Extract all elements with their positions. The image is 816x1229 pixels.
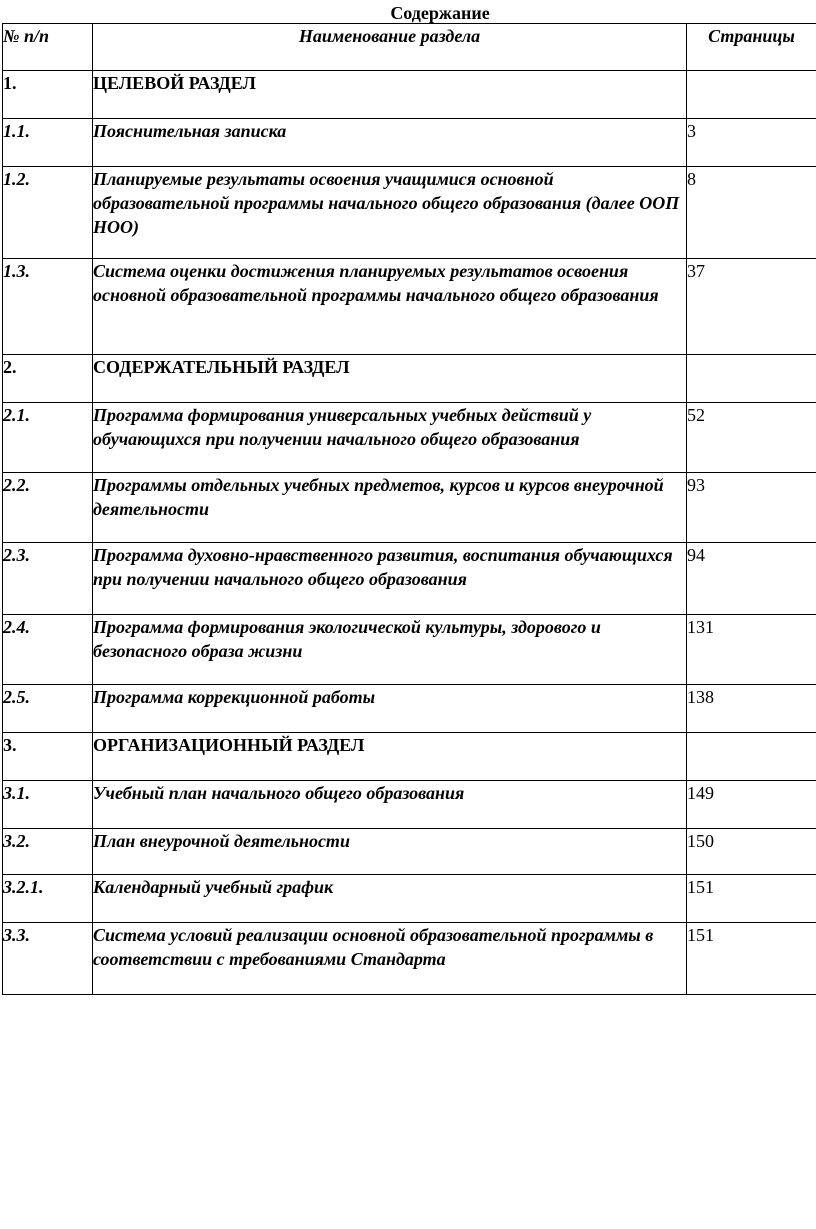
table-row <box>3 781 816 829</box>
row-page <box>687 733 816 781</box>
table-row <box>3 685 816 733</box>
row-number: 2.2. <box>3 473 93 543</box>
table-row <box>3 615 816 685</box>
table-row <box>3 167 816 259</box>
row-page: 93 <box>687 473 816 543</box>
row-page <box>687 71 816 119</box>
row-page: 150 <box>687 829 816 875</box>
row-number: 1.2. <box>3 167 93 259</box>
row-name: Планируемые результаты освоения учащимися основной образовательной программы начального общего образования (далее ООП НОО) <box>93 167 687 259</box>
row-name: ЦЕЛЕВОЙ РАЗДЕЛ <box>93 71 687 119</box>
row-number: 2.4. <box>3 615 93 685</box>
table-row <box>3 119 816 167</box>
row-page <box>687 355 816 403</box>
row-name: Календарный учебный график <box>93 875 687 923</box>
row-page: 149 <box>687 781 816 829</box>
row-number: 1.3. <box>3 259 93 355</box>
row-page: 131 <box>687 615 816 685</box>
table-row <box>3 733 816 781</box>
column-header-number: № п/п <box>3 24 93 71</box>
row-number: 3. <box>3 733 93 781</box>
row-page: 37 <box>687 259 816 355</box>
row-number: 1. <box>3 71 93 119</box>
row-name: Программа духовно-нравственного развития, воспитания обучающихся при получении начального общего образования <box>93 543 687 615</box>
row-name: План внеурочной деятельности <box>93 829 687 875</box>
row-name: Программа коррекционной работы <box>93 685 687 733</box>
table-row <box>3 403 816 473</box>
row-number: 3.2. <box>3 829 93 875</box>
row-page: 94 <box>687 543 816 615</box>
table-row <box>3 473 816 543</box>
row-number: 2.5. <box>3 685 93 733</box>
row-page: 3 <box>687 119 816 167</box>
page-title: Содержание <box>390 3 490 23</box>
table-row <box>3 259 816 355</box>
row-name: Программа формирования универсальных учебных действий у обучающихся при получении начального общего образования <box>93 403 687 473</box>
row-name: Пояснительная записка <box>93 119 687 167</box>
row-page: 138 <box>687 685 816 733</box>
row-name: Программа формирования экологической культуры, здорового и безопасного образа жизни <box>93 615 687 685</box>
table-row <box>3 875 816 923</box>
table-row <box>3 923 816 995</box>
table-row <box>3 543 816 615</box>
row-number: 3.3. <box>3 923 93 995</box>
row-name: ОРГАНИЗАЦИОННЫЙ РАЗДЕЛ <box>93 733 687 781</box>
row-number: 1.1. <box>3 119 93 167</box>
row-number: 3.1. <box>3 781 93 829</box>
table-row <box>3 71 816 119</box>
header-row <box>3 24 816 71</box>
row-page: 151 <box>687 923 816 995</box>
row-name: Система условий реализации основной образовательной программы в соответствии с требованиями Стандарта <box>93 923 687 995</box>
row-number: 3.2.1. <box>3 875 93 923</box>
row-page: 151 <box>687 875 816 923</box>
contents-table <box>2 23 816 995</box>
row-number: 2. <box>3 355 93 403</box>
row-number: 2.3. <box>3 543 93 615</box>
row-page: 8 <box>687 167 816 259</box>
row-name: Программы отдельных учебных предметов, курсов и курсов внеурочной деятельности <box>93 473 687 543</box>
row-page: 52 <box>687 403 816 473</box>
column-header-pages: Страницы <box>687 24 816 71</box>
row-name: Учебный план начального общего образования <box>93 781 687 829</box>
table-row <box>3 355 816 403</box>
column-header-name: Наименование раздела <box>93 24 687 71</box>
row-name: Система оценки достижения планируемых результатов освоения основной образовательной программы начального общего образования <box>93 259 687 355</box>
row-name: СОДЕРЖАТЕЛЬНЫЙ РАЗДЕЛ <box>93 355 687 403</box>
row-number: 2.1. <box>3 403 93 473</box>
table-row <box>3 829 816 875</box>
